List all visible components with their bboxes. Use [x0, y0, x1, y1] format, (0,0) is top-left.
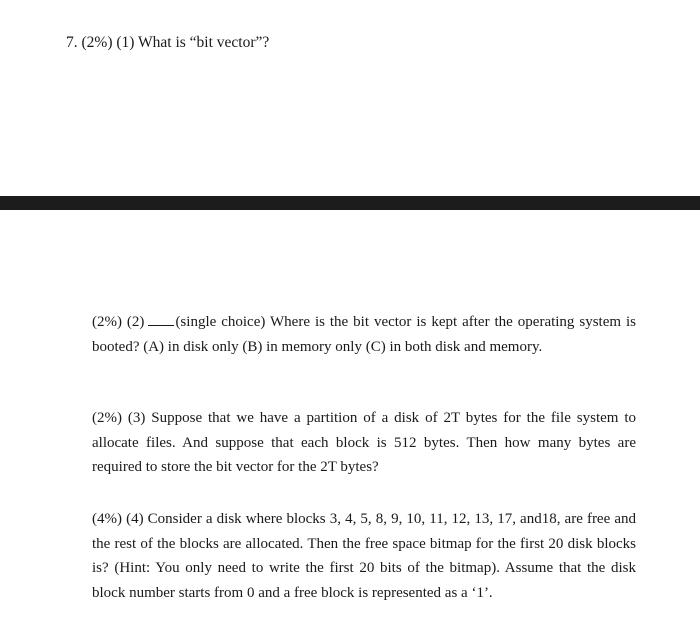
question-7-header: 7. (2%) (1) What is “bit vector”? — [66, 34, 270, 51]
question-part-3: (2%) (3) Suppose that we have a partition of a disk of 2T bytes for the file system to allocate files. And suppose that each block is 512 bytes. Then how many bytes are required to store the bit vector for the 2T bytes? — [92, 410, 636, 475]
question-part-2 — [92, 310, 636, 359]
part-2-text: (single choice) Where is the bit vector is kept after the operating system is booted? (A) in disk only (B) in memory only (C) in both disk and memory. — [92, 314, 637, 355]
question-part-4: (4%) (4) Consider a disk where blocks 3, 4, 5, 8, 9, 10, 11, 12, 13, 17, and18, are free and the rest of the blocks are allocated. Then the free space bitmap for the first 20 disk blocks is? (Hint: You only need to write the first 20 bits of the bitmap). Assume that the disk block number starts from 0 and a free block is represented as a ‘1’. — [92, 511, 636, 601]
part-2-prefix: (2%) (2) — [92, 314, 145, 330]
black-divider-bar — [0, 196, 700, 210]
answer-blank — [148, 311, 174, 326]
